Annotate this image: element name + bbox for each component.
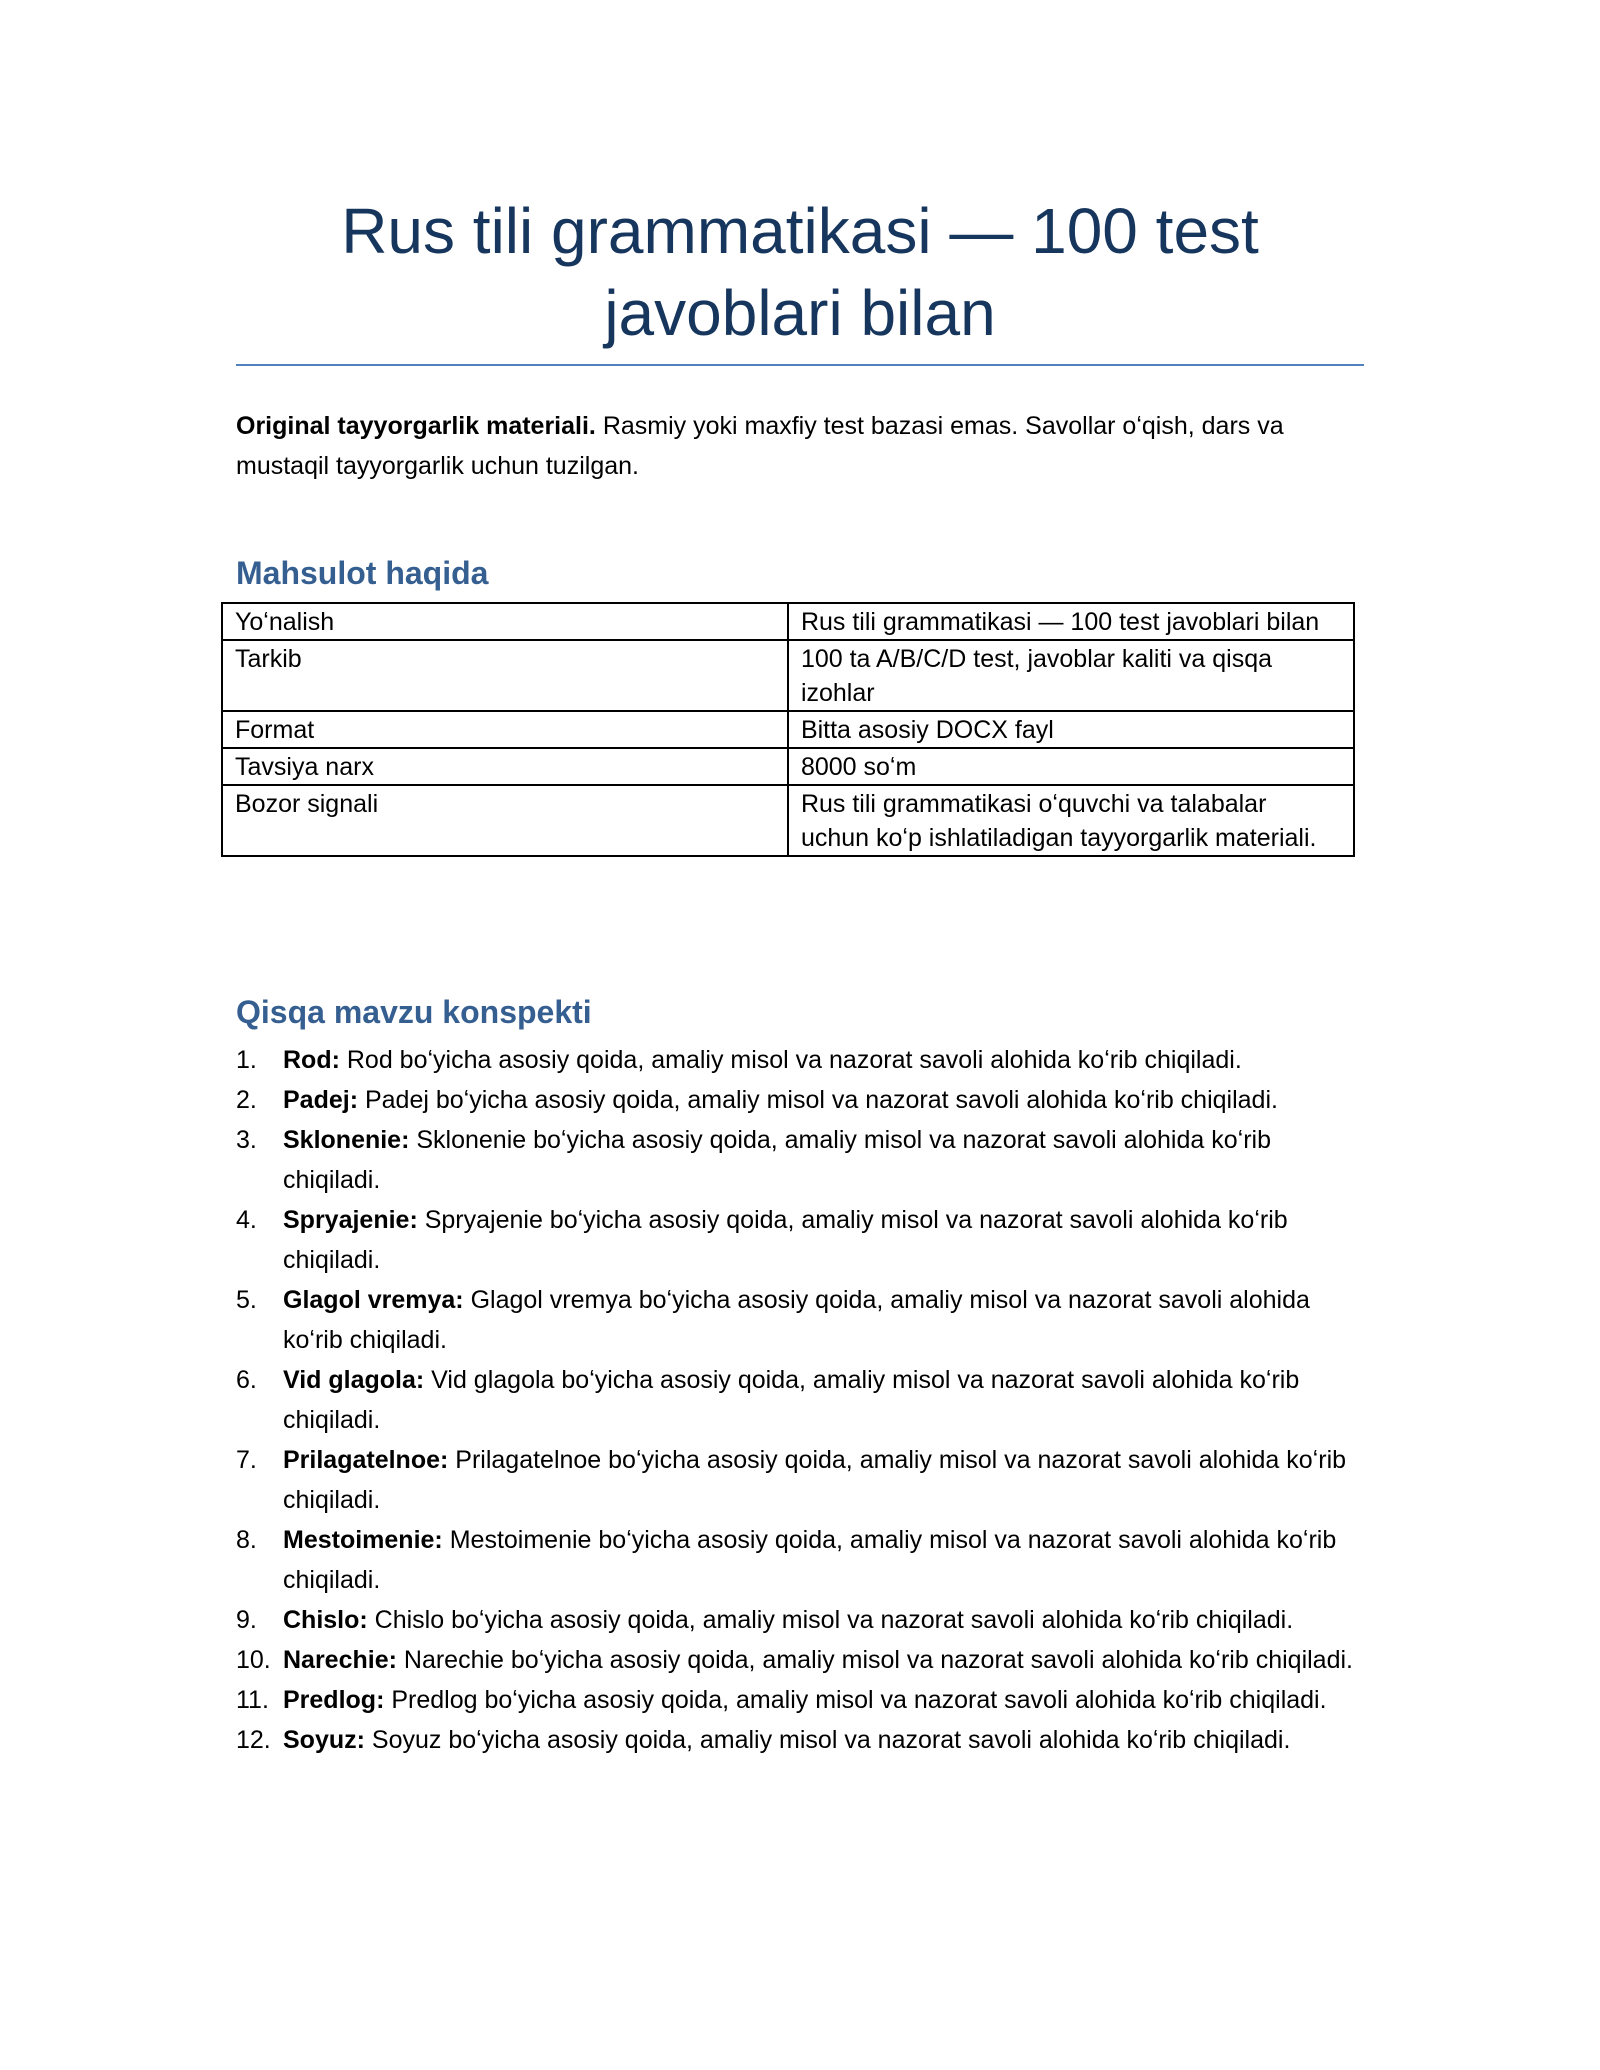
- list-item-text: Soyuz boʻyicha asosiy qoida, amaliy misol va nazorat savoli alohida koʻrib chiqiladi.: [364, 1726, 1291, 1754]
- list-item-number: 1.: [236, 1046, 257, 1074]
- list-item-term: Prilagatelnoe:: [283, 1446, 449, 1474]
- list-item-term: Mestoimenie:: [283, 1526, 443, 1554]
- list-item-text: Vid glagola boʻyicha asosiy qoida, amaliy misol va nazorat savoli alohida koʻrib chiqiladi.: [283, 1366, 1300, 1434]
- table-value-cell: 8000 soʻm: [788, 748, 1354, 785]
- list-item: [236, 1120, 1364, 1200]
- list-item: [236, 1600, 1364, 1640]
- list-item-number: 5.: [236, 1286, 257, 1314]
- list-item-text: Mestoimenie boʻyicha asosiy qoida, amaliy misol va nazorat savoli alohida koʻrib chiqiladi.: [283, 1526, 1337, 1594]
- table-value-cell: Bitta asosiy DOCX fayl: [788, 711, 1354, 748]
- table-key-cell: Yoʻnalish: [222, 603, 788, 640]
- table-key-cell: Format: [222, 711, 788, 748]
- outline-heading: Qisqa mavzu konspekti: [236, 994, 592, 1030]
- list-item-term: Sklonenie:: [283, 1126, 410, 1154]
- list-item-text: Glagol vremya boʻyicha asosiy qoida, amaliy misol va nazorat savoli alohida koʻrib chiqiladi.: [283, 1286, 1310, 1354]
- list-item-term: Predlog:: [283, 1686, 385, 1714]
- table-key-cell: Tavsiya narx: [222, 748, 788, 785]
- table-row: [222, 711, 1354, 748]
- list-item-number: 12.: [236, 1726, 271, 1754]
- list-item-text: Predlog boʻyicha asosiy qoida, amaliy misol va nazorat savoli alohida koʻrib chiqiladi.: [384, 1686, 1327, 1714]
- list-item: [236, 1280, 1364, 1360]
- list-item-text: Padej boʻyicha asosiy qoida, amaliy misol va nazorat savoli alohida koʻrib chiqiladi.: [358, 1086, 1278, 1114]
- table-row: [222, 603, 1354, 640]
- table-value-cell: 100 ta A/B/C/D test, javoblar kaliti va qisqa izohlar: [788, 640, 1354, 711]
- list-item-text: Narechie boʻyicha asosiy qoida, amaliy misol va nazorat savoli alohida koʻrib chiqiladi.: [396, 1646, 1353, 1674]
- outline-list: [236, 1040, 1364, 1760]
- list-item-term: Vid glagola:: [283, 1366, 425, 1394]
- table-value-cell: Rus tili grammatikasi oʻquvchi va talabalar uchun koʻp ishlatiladigan tayyorgarlik materiali.: [788, 785, 1354, 856]
- list-item: [236, 1040, 1364, 1080]
- list-item-text: Spryajenie boʻyicha asosiy qoida, amaliy misol va nazorat savoli alohida koʻrib chiqiladi.: [283, 1206, 1288, 1274]
- intro-lead: Original tayyorgarlik materiali.: [236, 412, 596, 440]
- list-item-number: 11.: [236, 1686, 269, 1714]
- list-item-number: 8.: [236, 1526, 257, 1554]
- title-divider: [236, 364, 1364, 366]
- list-item-term: Chislo:: [283, 1606, 368, 1634]
- list-item-term: Glagol vremya:: [283, 1286, 464, 1314]
- list-item-term: Narechie:: [283, 1646, 397, 1674]
- list-item-text: Rod boʻyicha asosiy qoida, amaliy misol va nazorat savoli alohida koʻrib chiqiladi.: [339, 1046, 1242, 1074]
- product-info-table: [221, 602, 1355, 857]
- list-item-number: 10.: [236, 1646, 271, 1674]
- list-item-term: Soyuz:: [283, 1726, 365, 1754]
- list-item-text: Chislo boʻyicha asosiy qoida, amaliy misol va nazorat savoli alohida koʻrib chiqiladi.: [367, 1606, 1294, 1634]
- list-item-number: 3.: [236, 1126, 257, 1154]
- list-item-text: Sklonenie boʻyicha asosiy qoida, amaliy misol va nazorat savoli alohida koʻrib chiqiladi.: [283, 1126, 1271, 1194]
- table-key-cell: Tarkib: [222, 640, 788, 711]
- intro-text: Rasmiy yoki maxfiy test bazasi emas. Savollar oʻqish, dars va mustaqil tayyorgarlik uchun tuzilgan.: [236, 412, 1284, 480]
- list-item: [236, 1680, 1364, 1720]
- intro-paragraph: [236, 406, 1364, 486]
- list-item: [236, 1520, 1364, 1600]
- list-item-number: 2.: [236, 1086, 257, 1114]
- list-item-number: 7.: [236, 1446, 257, 1474]
- list-item-term: Rod:: [283, 1046, 340, 1074]
- list-item: [236, 1440, 1364, 1520]
- table-row: [222, 640, 1354, 711]
- document-title: Rus tili grammatikasi — 100 test javoblari bilan: [341, 195, 1259, 349]
- list-item-term: Padej:: [283, 1086, 359, 1114]
- table-row: [222, 785, 1354, 856]
- list-item: [236, 1200, 1364, 1280]
- list-item-number: 9.: [236, 1606, 257, 1634]
- table-value-cell: Rus tili grammatikasi — 100 test javoblari bilan: [788, 603, 1354, 640]
- list-item-number: 6.: [236, 1366, 257, 1394]
- list-item-number: 4.: [236, 1206, 257, 1234]
- product-heading: Mahsulot haqida: [236, 555, 489, 591]
- list-item: [236, 1640, 1364, 1680]
- table-key-cell: Bozor signali: [222, 785, 788, 856]
- list-item: [236, 1720, 1364, 1760]
- table-row: [222, 748, 1354, 785]
- list-item: [236, 1360, 1364, 1440]
- list-item-text: Prilagatelnoe boʻyicha asosiy qoida, amaliy misol va nazorat savoli alohida koʻrib chiqiladi.: [283, 1446, 1347, 1514]
- list-item: [236, 1080, 1364, 1120]
- list-item-term: Spryajenie:: [283, 1206, 418, 1234]
